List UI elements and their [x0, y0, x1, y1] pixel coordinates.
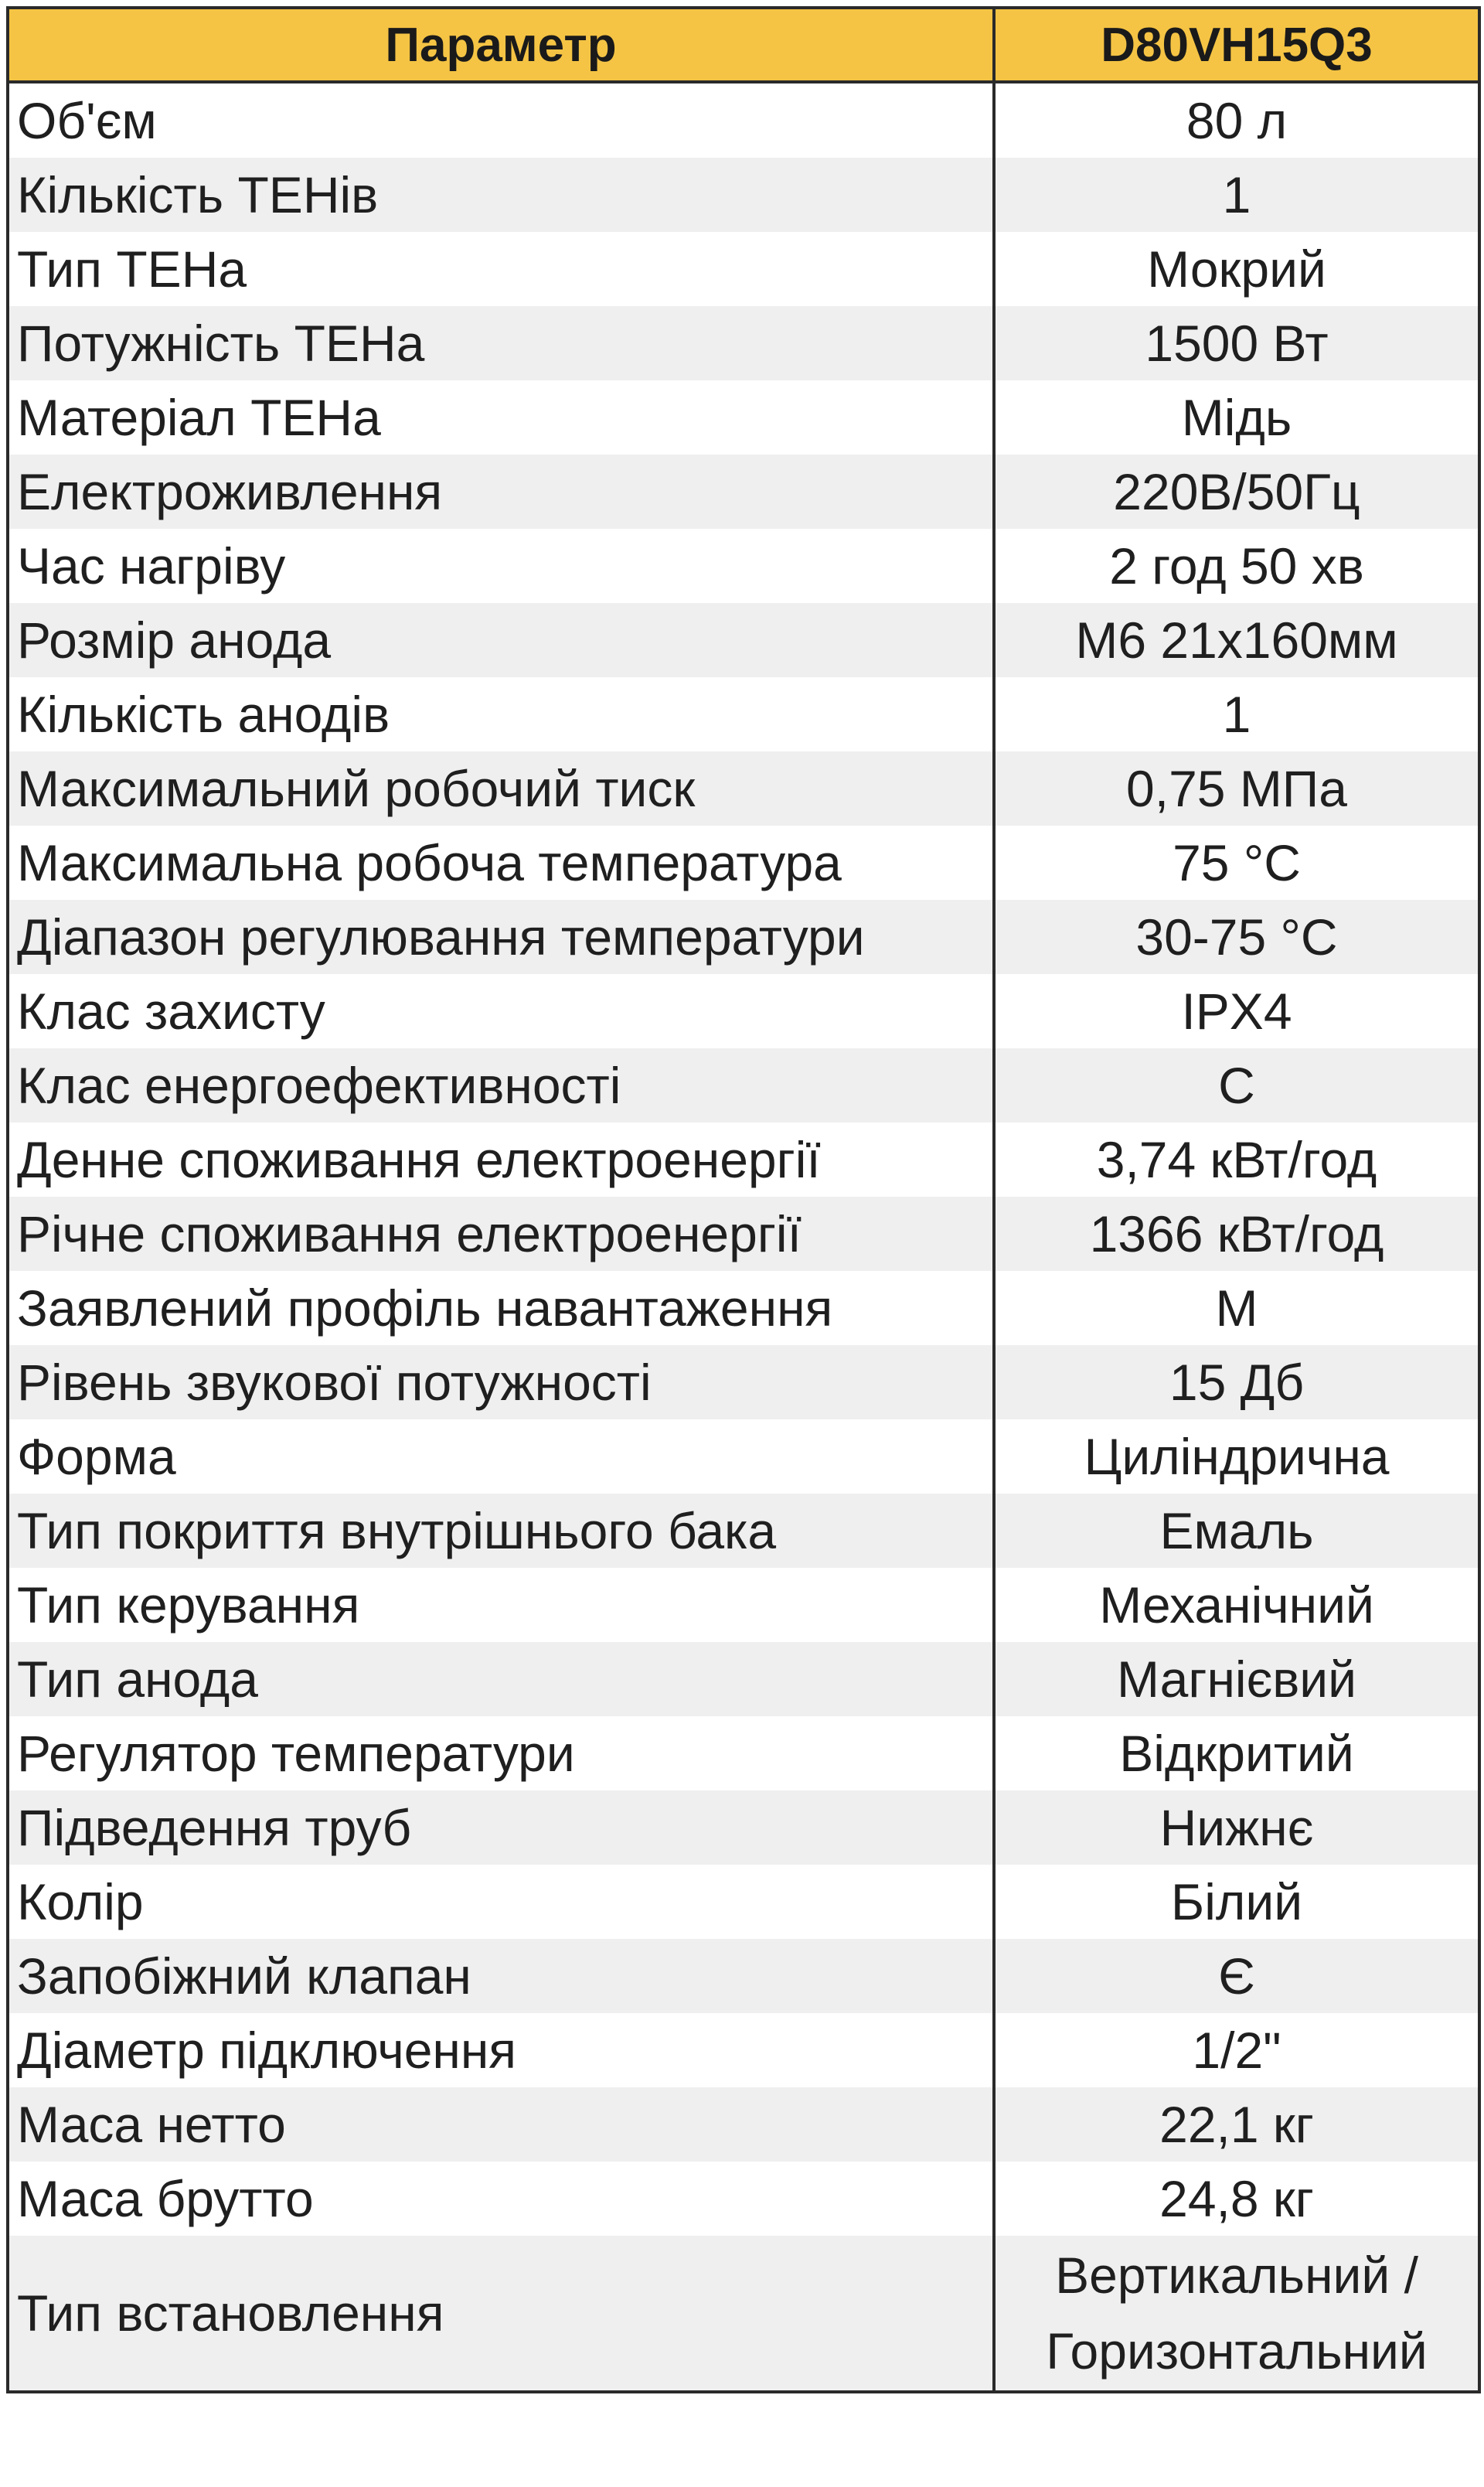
table-row	[8, 1494, 1479, 1568]
param-value: Білий	[994, 1865, 1479, 1939]
param-name: Тип анода	[8, 1642, 994, 1716]
table-row	[8, 1345, 1479, 1419]
param-name: Клас енергоефективності	[8, 1048, 994, 1123]
param-name: Річне споживання електроенергії	[8, 1197, 994, 1271]
param-name: Електроживлення	[8, 455, 994, 529]
table-row	[8, 751, 1479, 826]
param-name: Регулятор температури	[8, 1716, 994, 1790]
param-name: Діаметр підключення	[8, 2013, 994, 2087]
table-row	[8, 232, 1479, 306]
table-row	[8, 974, 1479, 1048]
table-row	[8, 158, 1479, 232]
header-model: D80VH15Q3	[994, 8, 1479, 82]
param-name: Рівень звукової потужності	[8, 1345, 994, 1419]
param-value: Емаль	[994, 1494, 1479, 1568]
table-row	[8, 529, 1479, 603]
param-value: 1/2"	[994, 2013, 1479, 2087]
param-value: 15 Дб	[994, 1345, 1479, 1419]
param-value: Мідь	[994, 380, 1479, 455]
param-name: Тип встановлення	[8, 2236, 994, 2392]
table-row	[8, 1865, 1479, 1939]
param-name: Колір	[8, 1865, 994, 1939]
param-name: Форма	[8, 1419, 994, 1494]
table-row	[8, 677, 1479, 751]
table-row	[8, 1642, 1479, 1716]
param-value: 30-75 °C	[994, 900, 1479, 974]
param-name: Тип ТЕНа	[8, 232, 994, 306]
table-row	[8, 1123, 1479, 1197]
table-row	[8, 306, 1479, 380]
param-name: Маса брутто	[8, 2162, 994, 2236]
table-row	[8, 900, 1479, 974]
table-row	[8, 82, 1479, 158]
param-value: IPX4	[994, 974, 1479, 1048]
param-value: Нижнє	[994, 1790, 1479, 1865]
table-row	[8, 455, 1479, 529]
param-value: 75 °C	[994, 826, 1479, 900]
table-row	[8, 1568, 1479, 1642]
param-value: 2 год 50 хв	[994, 529, 1479, 603]
param-name: Час нагріву	[8, 529, 994, 603]
param-name: Об'єм	[8, 82, 994, 158]
param-value: Відкритий	[994, 1716, 1479, 1790]
table-row	[8, 1790, 1479, 1865]
param-name: Максимальна робоча температура	[8, 826, 994, 900]
param-value: 1	[994, 677, 1479, 751]
param-value: M	[994, 1271, 1479, 1345]
param-name: Розмір анода	[8, 603, 994, 677]
param-value: Є	[994, 1939, 1479, 2013]
table-row	[8, 2013, 1479, 2087]
header-row	[8, 8, 1479, 82]
table-row	[8, 2087, 1479, 2162]
param-name: Підведення труб	[8, 1790, 994, 1865]
table-row	[8, 380, 1479, 455]
table-row	[8, 603, 1479, 677]
param-name: Маса нетто	[8, 2087, 994, 2162]
param-name: Кількість ТЕНів	[8, 158, 994, 232]
param-name: Матеріал ТЕНа	[8, 380, 994, 455]
param-value: C	[994, 1048, 1479, 1123]
table-row	[8, 1939, 1479, 2013]
param-value: 3,74 кВт/год	[994, 1123, 1479, 1197]
param-name: Тип керування	[8, 1568, 994, 1642]
param-value: 220В/50Гц	[994, 455, 1479, 529]
param-name: Максимальний робочий тиск	[8, 751, 994, 826]
param-value: 24,8 кг	[994, 2162, 1479, 2236]
param-name: Запобіжний клапан	[8, 1939, 994, 2013]
spec-table	[6, 6, 1481, 2393]
param-name: Заявлений профіль навантаження	[8, 1271, 994, 1345]
param-value: 0,75 МПа	[994, 751, 1479, 826]
table-row	[8, 1419, 1479, 1494]
param-name: Денне споживання електроенергії	[8, 1123, 994, 1197]
param-value: 1	[994, 158, 1479, 232]
param-value: Вертикальний / Горизонтальний	[994, 2236, 1479, 2392]
spec-body	[8, 82, 1479, 2392]
header-param: Параметр	[8, 8, 994, 82]
param-value: Механічний	[994, 1568, 1479, 1642]
param-value: М6 21x160мм	[994, 603, 1479, 677]
param-value: 80 л	[994, 82, 1479, 158]
table-row	[8, 1271, 1479, 1345]
param-value: Циліндрична	[994, 1419, 1479, 1494]
table-row	[8, 826, 1479, 900]
param-name: Тип покриття внутрішнього бака	[8, 1494, 994, 1568]
param-value: 22,1 кг	[994, 2087, 1479, 2162]
table-row	[8, 2236, 1479, 2392]
table-row	[8, 1197, 1479, 1271]
param-value: 1366 кВт/год	[994, 1197, 1479, 1271]
param-name: Діапазон регулювання температури	[8, 900, 994, 974]
table-row	[8, 1048, 1479, 1123]
table-row	[8, 1716, 1479, 1790]
param-name: Кількість анодів	[8, 677, 994, 751]
param-value: Мокрий	[994, 232, 1479, 306]
param-name: Потужність ТЕНа	[8, 306, 994, 380]
table-row	[8, 2162, 1479, 2236]
param-value: 1500 Вт	[994, 306, 1479, 380]
param-value: Магнієвий	[994, 1642, 1479, 1716]
param-name: Клас захисту	[8, 974, 994, 1048]
